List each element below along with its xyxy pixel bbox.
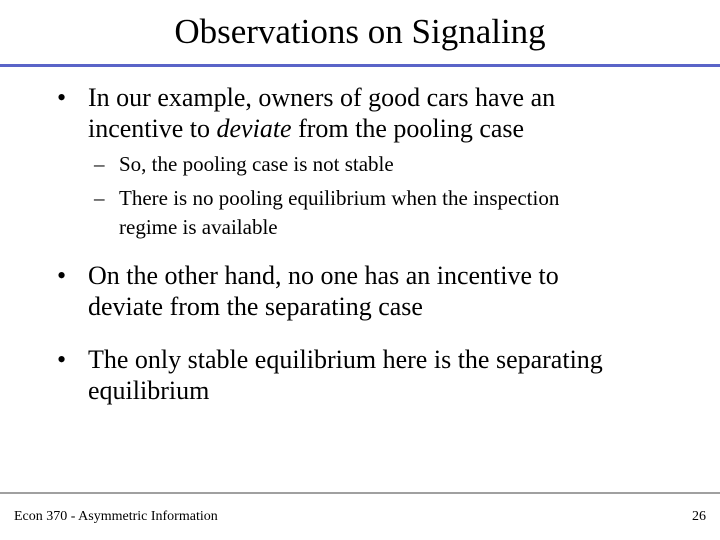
footer-divider [0, 492, 720, 494]
bullet-text [88, 260, 648, 322]
bullet-line-part: from the pooling case [291, 114, 525, 143]
sub-bullet-marker: – [94, 152, 105, 176]
sub-bullet-line: There is no pooling equilibrium when the inspection [119, 186, 560, 210]
bullet-line-part: incentive to [88, 114, 217, 143]
slide-title: Observations on Signaling [174, 12, 546, 51]
bullet-marker: • [57, 345, 67, 374]
bullet-text [88, 344, 648, 406]
footer-course: Econ 370 - Asymmetric Information [14, 509, 218, 524]
sub-bullet-text [119, 150, 639, 179]
sub-bullet-line: regime is available [119, 215, 278, 239]
bullet-line: On the other hand, no one has an incentive to [88, 261, 559, 290]
footer-page-number: 26 [692, 509, 706, 524]
sub-bullet-line: So, the pooling case is not stable [119, 152, 394, 176]
sub-bullet-marker: – [94, 186, 105, 210]
bullet-marker: • [57, 261, 67, 290]
bullet-line: In our example, owners of good cars have an [88, 83, 556, 112]
sub-bullet-text [119, 184, 639, 242]
bullet-marker: • [57, 83, 67, 112]
emphasized-word: deviate [216, 114, 292, 143]
bullet-line: The only stable equilibrium here is the separating [88, 345, 603, 374]
bullet-line: equilibrium [88, 376, 210, 405]
title-divider [0, 64, 720, 67]
bullet-line [88, 113, 648, 144]
bullet-text [88, 82, 648, 144]
bullet-line: deviate from the separating case [88, 292, 423, 321]
